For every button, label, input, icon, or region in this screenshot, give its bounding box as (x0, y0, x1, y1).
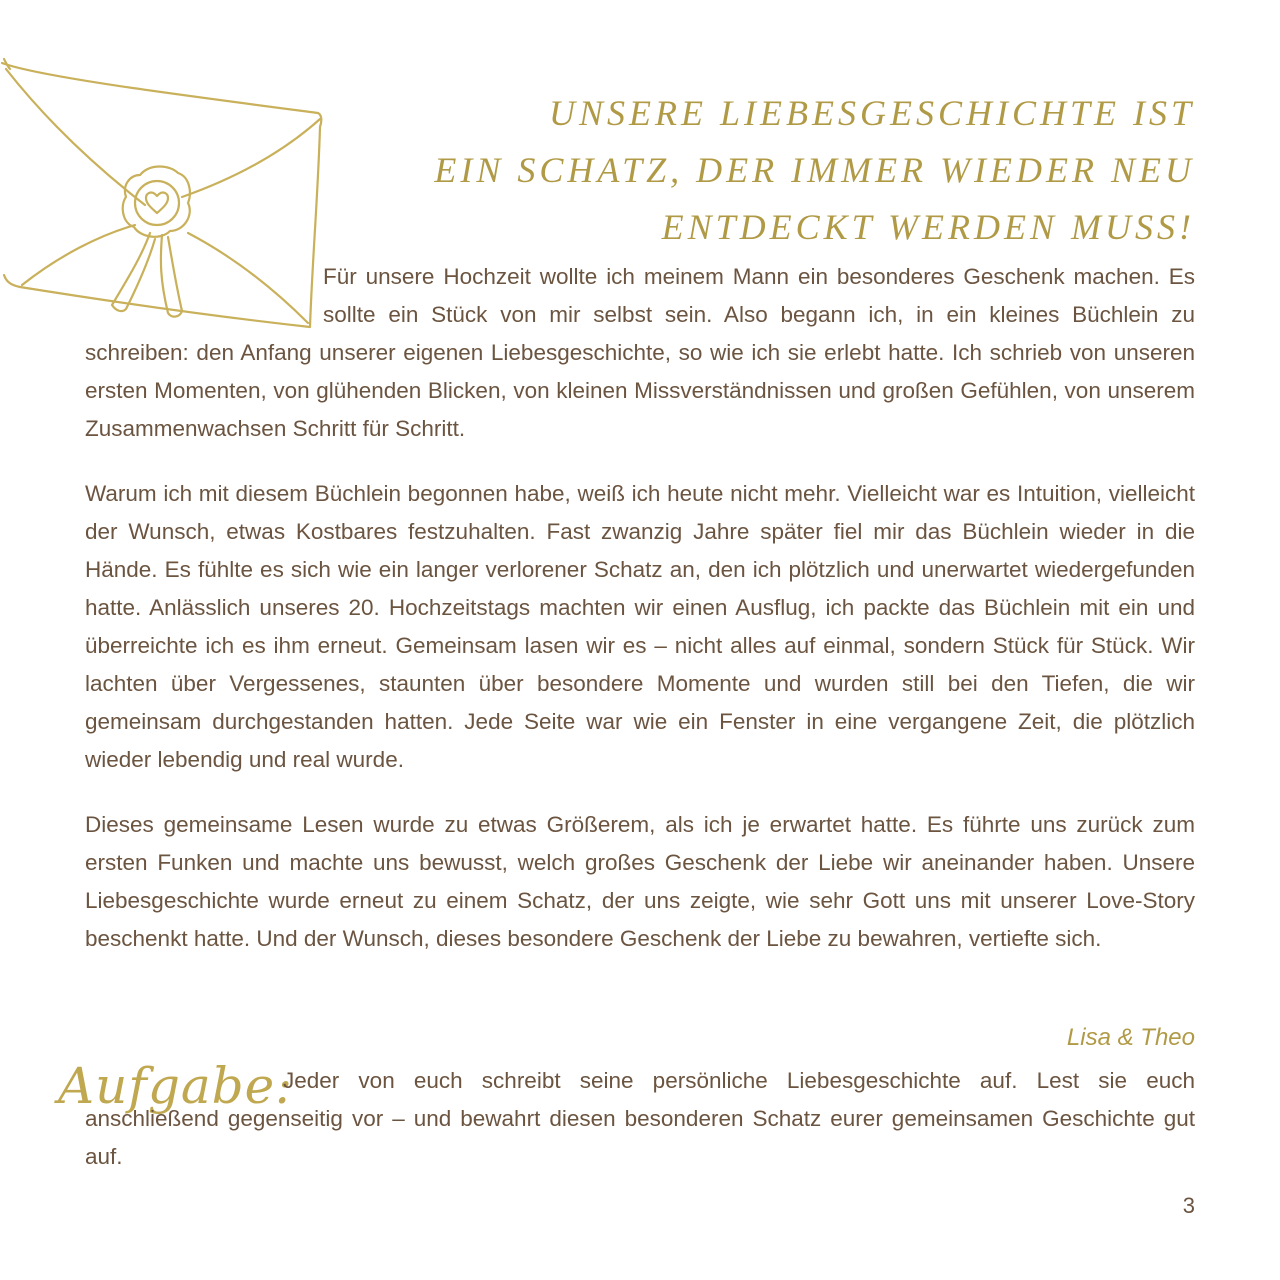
story-body (85, 258, 1195, 985)
page-title (375, 85, 1195, 256)
story-paragraph-2: Warum ich mit diesem Büchlein begonnen habe, weiß ich heute nicht mehr. Vielleicht war es Intuition, vielleicht der Wunsch, etwas Kostbares festzuhalten. Fast zwanzig Jahre später fiel mir das Büchlein wieder in die Hände. Es fühlte es sich wie ein langer verlorener Schatz an, den ich plötzlich und unerwartet wiedergefunden hatte. Anlässlich unseres 20. Hochzeitstags machten wir einen Ausflug, ich packte das Büchlein mit ein und überreichte ich es ihm erneut. Gemeinsam lasen wir es – nicht alles auf einmal, sondern Stück für Stück. Wir lachten über Vergessenes, staunten über besondere Momente und wurden still bei den Tiefen, die wir gemeinsam durchgestanden hatten. Jede Seite war wie ein Fenster in eine vergangene Zeit, die plötzlich wieder lebendig und real wurde. (85, 481, 1195, 772)
title-line-2: EIN SCHATZ, DER IMMER WIEDER NEU (434, 150, 1195, 190)
task-label-spacer (85, 1062, 283, 1100)
story-paragraph-3: Dieses gemeinsame Lesen wurde zu etwas Größerem, als ich je erwartet hatte. Es führte uns zurück zum ersten Funken und machte uns bewusst, welch großes Geschenk der Liebe wir aneinander haben. Unsere Liebesgeschichte wurde erneut zu einem Schatz, der uns zeigte, wie sehr Gott uns mit unserer Love-Story beschenkt hatte. Und der Wunsch, dieses besondere Geschenk der Liebe zu bewahren, vertiefte sich. (85, 812, 1195, 951)
title-line-1: UNSERE LIEBESGESCHICHTE IST (549, 93, 1195, 133)
task-section (85, 1062, 1195, 1176)
page-number: 3 (1182, 1193, 1195, 1218)
task-text: Jeder von euch schreibt seine persönliche Liebesgeschichte auf. Lest sie euch anschließend gegenseitig vor – und bewahrt diesen besonderen Schatz eurer gemeinsamen Geschichte gut auf. (85, 1068, 1195, 1169)
task-label: Aufgabe: (58, 1057, 294, 1115)
signature: Lisa & Theo (1066, 1024, 1195, 1051)
story-paragraph-1: Für unsere Hochzeit wollte ich meinem Mann ein besonderes Geschenk machen. Es sollte ein Stück von mir selbst sein. Also begann ich, in ein kleines Büchlein zu schreiben: den Anfang unserer eigenen Liebesgeschichte, so wie ich sie erlebt hatte. Ich schrieb von unseren ersten Momenten, von glühenden Blicken, von kleinen Missverständnissen und großen Gefühlen, von unserem Zusammenwachsen Schritt für Schritt. (85, 264, 1195, 441)
envelope-wrap-spacer (85, 258, 323, 334)
title-line-3: ENTDECKT WERDEN MUSS! (661, 207, 1195, 247)
